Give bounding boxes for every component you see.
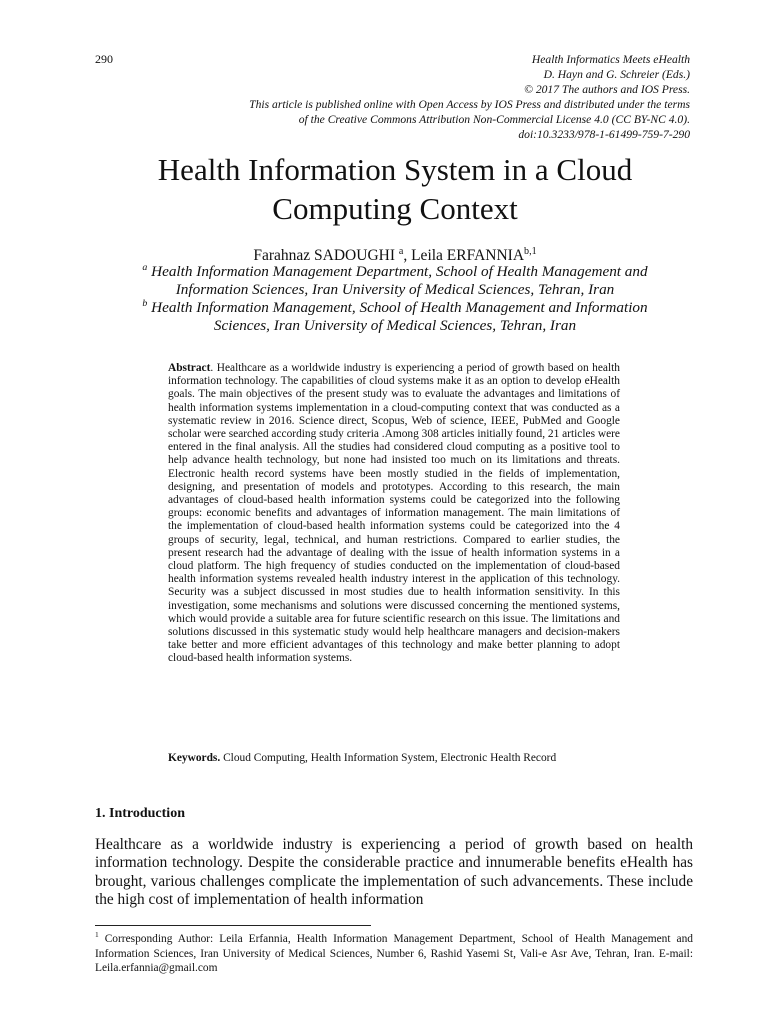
- affiliation-mark: a: [142, 261, 148, 273]
- footnote: [95, 932, 693, 976]
- author-separator: ,: [403, 247, 412, 264]
- intro-paragraph: Healthcare as a worldwide industry is experiencing a period of growth based on health information technology. Despite the considerable practice and innumerable benefits eHealth has brought, various challenges complicate the implementation of such advancements. These include the high cost of implementation of health information: [95, 836, 693, 908]
- header-line: Health Informatics Meets eHealth: [531, 53, 690, 66]
- affiliation-text: Health Information Management, School of Health Management and Information: [151, 299, 648, 316]
- running-header: [70, 52, 690, 142]
- footnote-divider: [95, 925, 371, 926]
- header-line: D. Hayn and G. Schreier (Eds.): [543, 68, 690, 81]
- author-name: Leila ERFANNIA: [411, 247, 525, 264]
- affiliations: [95, 263, 695, 335]
- header-line: This article is published online with Open Access by IOS Press and distributed under the terms: [249, 98, 690, 111]
- affiliation-b: [95, 299, 695, 317]
- abstract: [168, 362, 620, 666]
- affiliation-text: Health Information Management Department, School of Health Management and: [151, 263, 648, 280]
- header-line: of the Creative Commons Attribution Non-Commercial License 4.0 (CC BY-NC 4.0).: [298, 113, 690, 126]
- keywords: [168, 752, 620, 766]
- affiliation-text: Sciences, Iran University of Medical Sciences, Tehran, Iran: [213, 317, 577, 334]
- affiliation-a: [95, 263, 695, 281]
- keywords-text: Cloud Computing, Health Information System, Electronic Health Record: [220, 752, 557, 764]
- paper-title: Health Information System in a Cloud Computing Context: [157, 152, 633, 226]
- page-number: 290: [95, 52, 113, 66]
- author-name: Farahnaz SADOUGHI: [253, 247, 395, 264]
- affiliation-mark: b: [142, 297, 148, 309]
- section-heading: 1. Introduction: [95, 806, 185, 821]
- keywords-label: Keywords.: [168, 752, 221, 764]
- author-affiliation-mark: b,1: [524, 245, 537, 257]
- abstract-text: . Healthcare as a worldwide industry is experiencing a period of growth based on health information technology. The capabilities of cloud systems make it as an option to develop eHealth goals. The main objectives of the present study was to evaluate the advantages and limitations of health information systems implementation in a cloud-computing context that was conducted as a systematic review in 2016. Science direct, Scopus, Web of science, IEEE, PubMed and Google scholar were searched according study criteria .Among 308 articles initially found, 21 articles were entered in the final analysis. All the studies had considered cloud computing as a positive tool to help advance health technology, but none had insisted too much on its limitations and threats. Electronic health record systems have been mostly studied in the fields of implementation, designing, and presentation of models and prototypes. According to this research, the main advantages of cloud-based health information systems could be categorized into the following groups: economic benefits and advantages of information management. The main limitations of the implementation of cloud-based health information systems could be categorized into the 4 groups of security, legal, technical, and human restrictions. Compared to earlier studies, the present research had the advantage of dealing with the issue of health information systems in a cloud platform. The high frequency of studies conducted on the implementation of cloud-based health information systems revealed health industry interest in the application of this technology. Security was a subject discussed in most studies due to health information sensitivity. In this investigation, some mechanisms and solutions were discussed concerning the mentioned systems, which would provide a suitable area for future scientific research on this issue. The limitations and solutions discussed in this systematic study would help healthcare managers and decision-makers take better and more efficient advantages of this technology and make better planning to adopt cloud-based health information systems.: [168, 362, 620, 665]
- header-line: © 2017 The authors and IOS Press.: [524, 83, 690, 96]
- footnote-mark: 1: [95, 930, 99, 940]
- doi-link[interactable]: doi:10.3233/978-1-61499-759-7-290: [518, 128, 690, 141]
- abstract-label: Abstract: [168, 362, 211, 374]
- footnote-text: Corresponding Author: Leila Erfannia, Health Information Management Department, School of Health Management and Information Sciences, Iran University of Medical Sciences, Number 6, Rashid Yasemi St, Vali-e Asr Ave, Tehran, Iran. E-mail: Leila.erfannia@gmail.com: [95, 933, 693, 974]
- author-affiliation-mark: a: [398, 245, 404, 257]
- affiliation-text: Information Sciences, Iran University of Medical Sciences, Tehran, Iran: [175, 281, 615, 298]
